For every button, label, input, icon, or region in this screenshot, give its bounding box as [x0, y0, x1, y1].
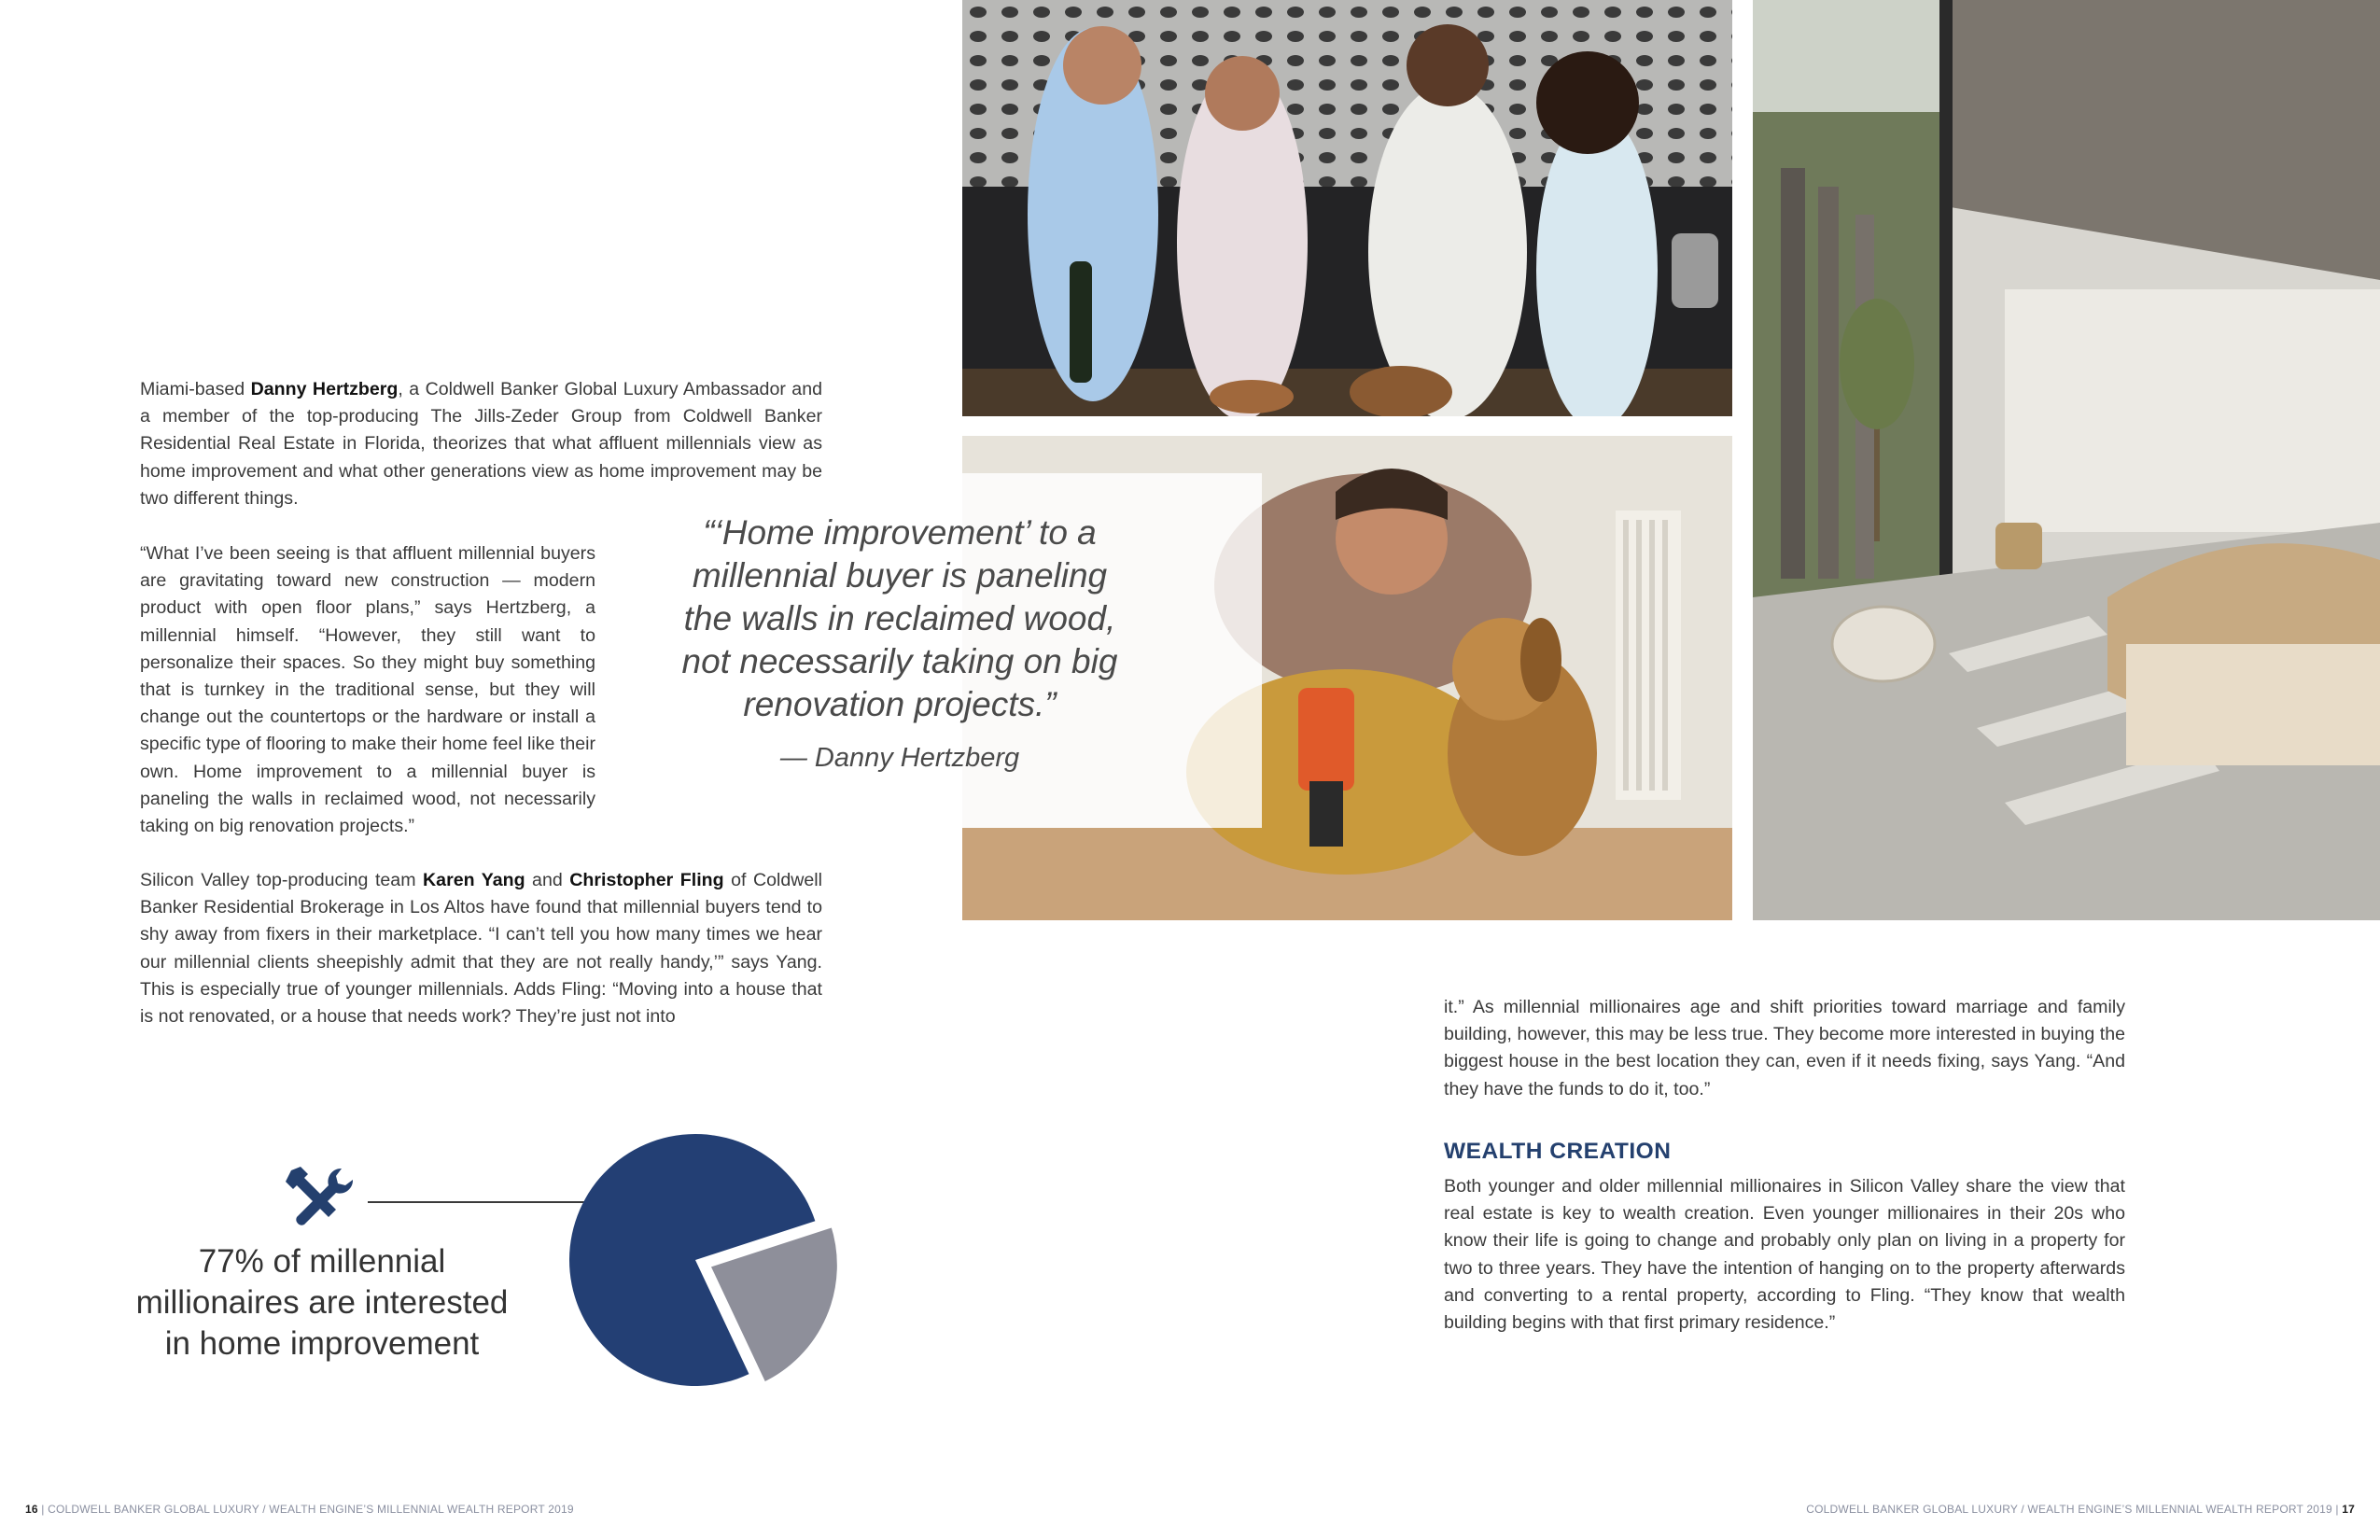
silicon-valley-paragraph: Silicon Valley top-producing team Karen Yang and Christopher Fling of Coldwell Banker Residential Brokerage in Los Altos have found that millennial buyers tend to shy away from fixers in their marketplace. “I can’t tell you how many times we hear our millennial clients sheepishly admit that they are not really handy,’” says Yang. This is especially true of younger millennials. Adds Fling: “Moving into a house that is not renovated, or a house that needs work? They’re just not into [140, 870, 822, 1028]
hertzberg-quote-paragraph: “What I’ve been seeing is that affluent millennial buyers are gravitating toward new construction — modern product with open floor plans,” says Hertzberg, a millennial himself. “However, they still want to personalize their spaces. So they might buy something that is turnkey in the traditional sense, but they will change out the countertops or the hardware or install a specific type of flooring to make their home feel like their own. Home improvement to a millennial buyer is paneling the walls in reclaimed wood, not necessarily taking on big renovation projects.” [140, 543, 595, 837]
pie-chart [551, 1118, 849, 1398]
photo-modern-bedroom [1753, 0, 2380, 920]
wealth-creation-heading: WEALTH CREATION [1444, 1139, 1672, 1164]
intro-paragraph: Miami-based Danny Hertzberg, a Coldwell Banker Global Luxury Ambassador and a member of the top-producing The Jills-Zeder Group from Coldwell Banker Residential Real Estate in Florida, theorizes that what affluent millennials view as home improvement and what other generations view as home improvement may be two different things. [140, 379, 822, 509]
name-christopher-fling: Christopher Fling [569, 870, 724, 890]
photo-friends-toasting [962, 0, 1732, 416]
photo-friends-toasting-art [962, 0, 1732, 416]
footer-right: COLDWELL BANKER GLOBAL LUXURY / WEALTH ENGINE’S MILLENNIAL WEALTH REPORT 2019 | 17 [1806, 1503, 2355, 1516]
page-number-left: 16 [25, 1503, 38, 1516]
footer-right-text: COLDWELL BANKER GLOBAL LUXURY / WEALTH ENGINE’S MILLENNIAL WEALTH REPORT 2019 [1806, 1503, 2332, 1516]
page-number-right: 17 [2342, 1503, 2355, 1516]
pull-quote-text: “‘Home improvement’ to a millennial buyer is paneling the walls in reclaimed wood, not necessarily taking on big renovation projects.” [681, 513, 1118, 723]
wealth-creation-paragraph: Both younger and older millennial millionaires in Silicon Valley share the view that real estate is key to wealth creation. Even younger millionaires in their 20s who know their life is going to change and probably only plan on living in a property for two to three years. They have the intention of hanging on to the property afterwards and converting to a rental property, according to Fling. “They know that wealth building begins with that first primary residence.” [1444, 1176, 2125, 1334]
footer-left: 16 | COLDWELL BANKER GLOBAL LUXURY / WEALTH ENGINE’S MILLENNIAL WEALTH REPORT 2019 [25, 1503, 574, 1516]
name-karen-yang: Karen Yang [423, 870, 525, 890]
name-danny-hertzberg: Danny Hertzberg [250, 379, 399, 399]
hammer-wrench-icon [282, 1165, 360, 1230]
footer-left-text: COLDWELL BANKER GLOBAL LUXURY / WEALTH ENGINE’S MILLENNIAL WEALTH REPORT 2019 [48, 1503, 574, 1516]
right-continuation-paragraph: it.” As millennial millionaires age and shift priorities toward marriage and family building, however, this may be less true. They become more interested in buying the biggest house in the best location they can, even if it needs fixing, says Yang. “And they have the funds to do it, too.” [1444, 997, 2125, 1099]
photo-modern-bedroom-art [1753, 0, 2380, 920]
stat-text: 77% of millennial millionaires are interested in home improvement [135, 1243, 509, 1362]
pull-quote-attribution: — Danny Hertzberg [779, 743, 1020, 773]
